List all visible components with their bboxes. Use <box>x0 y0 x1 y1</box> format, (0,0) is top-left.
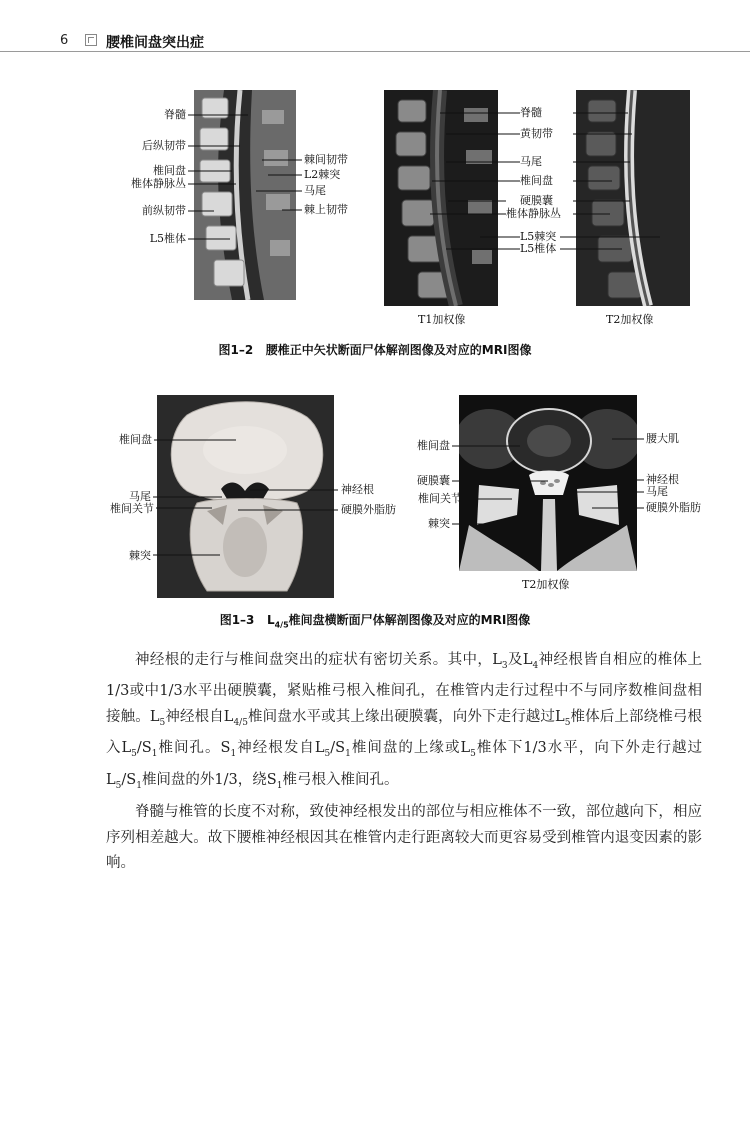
figure-1-2-number: 图1–2 <box>218 343 254 357</box>
chapter-marker-icon <box>85 34 97 46</box>
t1-panel-label: T1加权像 <box>418 313 466 326</box>
p1-seg: 椎间孔。S <box>157 740 231 757</box>
sagittal-cadaver-image <box>194 90 296 300</box>
label-psoas-muscle: 腰大肌 <box>646 432 679 445</box>
label-mri-axial-dural-sac: 硬膜囊 <box>417 474 450 487</box>
label-vertebral-venous-plexus: 椎体静脉丛 <box>131 177 186 190</box>
p1-seg: /S <box>136 740 152 757</box>
header-rule <box>0 51 750 52</box>
p1-seg: 神经根皆自相应的椎体上1/3或中1/3水平出硬膜囊，紧贴椎弓根入椎间孔，在椎管内走行过程中不与同序数椎间盘相接触。L <box>106 652 702 725</box>
p1-sub: 1 <box>151 749 158 760</box>
label-mri-axial-cauda-equina: 马尾 <box>646 485 668 498</box>
p1-seg: 椎弓根入椎间孔。 <box>282 771 399 788</box>
figure-1-2-caption <box>0 341 750 358</box>
label-mri-cauda-equina: 马尾 <box>520 155 542 168</box>
p1-sub: 1 <box>136 780 142 791</box>
label-axial-disc: 椎间盘 <box>119 433 152 446</box>
label-interspinous-ligament: 棘间韧带 <box>304 153 348 166</box>
sagittal-t1-image <box>384 90 498 306</box>
label-anterior-longitudinal-ligament: 前纵韧带 <box>142 204 186 217</box>
p1-seg: 神经根自L <box>165 708 234 725</box>
label-axial-cauda-equina: 马尾 <box>129 490 151 503</box>
label-mri-axial-facet-joint: 椎间关节 <box>418 492 462 505</box>
label-mri-axial-nerve-root: 神经根 <box>646 473 679 486</box>
axial-t2-image <box>459 395 637 571</box>
p1-sub: 5 <box>115 780 122 791</box>
p1-seg: 椎体下1/3水平，向下外走行越过L <box>106 740 702 788</box>
p1-seg: /S <box>121 771 137 788</box>
figure-1-2-title: 腰椎正中矢状断面尸体解剖图像及对应的MRI图像 <box>265 343 532 357</box>
p1-seg: 椎体后上部绕椎弓根入L <box>106 708 702 757</box>
page-number: 6 <box>60 33 69 48</box>
label-axial-epidural-fat: 硬膜外脂肪 <box>341 503 396 516</box>
label-spinal-cord: 脊髓 <box>164 108 186 121</box>
figure-1-3-title-prefix: L <box>266 613 275 627</box>
p1-sub: 5 <box>470 749 476 760</box>
p1-seg: 椎间盘水平或其上缘出硬膜囊，向外下走行越过L <box>247 708 565 725</box>
p1-sub: 5 <box>131 749 137 760</box>
label-axial-facet-joint: 椎间关节 <box>110 502 154 515</box>
p1-seg: 神经根的走行与椎间盘突出的症状有密切关系。其中，L <box>135 652 502 668</box>
p1-sub: 3 <box>501 660 508 671</box>
p1-sub: 4 <box>532 660 539 671</box>
p1-sub: 5 <box>324 749 331 760</box>
label-mri-l5-spinous: L5棘突 <box>520 230 557 243</box>
label-mri-venous-plexus: 椎体静脉丛 <box>506 207 561 220</box>
label-disc: 椎间盘 <box>153 164 186 177</box>
label-mri-spinal-cord: 脊髓 <box>520 106 542 119</box>
p1-seg: /S <box>330 740 346 757</box>
figure-1-3-number: 图1–3 <box>219 613 255 627</box>
paragraph-2: 脊髓与椎管的长度不对称，致使神经根发出的部位与相应椎体不一致，部位越向下，相应序列相差越大。故下腰椎神经根因其在椎管内走行距离较大而更容易受到椎管内退变因素的影响。 <box>106 804 702 872</box>
label-mri-axial-epidural-fat: 硬膜外脂肪 <box>646 501 701 514</box>
p1-sub: 1 <box>345 749 351 760</box>
label-mri-disc: 椎间盘 <box>520 174 553 187</box>
label-cauda-equina: 马尾 <box>304 184 326 197</box>
p1-sub: 5 <box>159 717 166 728</box>
label-axial-spinous-process: 棘突 <box>129 549 151 562</box>
label-posterior-longitudinal-ligament: 后纵韧带 <box>142 139 186 152</box>
p1-sub: 1 <box>230 749 237 760</box>
p1-seg: 椎间盘的上缘或L <box>350 740 471 757</box>
axial-cadaver-image <box>157 395 334 598</box>
label-l2-spinous-process: L2棘突 <box>304 168 341 181</box>
label-mri-l5-vertebra: L5椎体 <box>520 242 557 255</box>
p1-seg: 椎间盘的外1/3，绕S <box>141 771 277 788</box>
running-title: 腰椎间盘突出症 <box>106 35 204 51</box>
paragraph-1 <box>106 648 702 799</box>
axial-t2-panel-label: T2加权像 <box>522 578 570 591</box>
p1-seg: 神经根发自L <box>236 740 325 757</box>
p1-seg: 及L <box>507 652 533 668</box>
p1-sub: 5 <box>564 717 571 728</box>
label-l5-vertebra: L5椎体 <box>149 232 186 245</box>
running-header <box>0 30 750 54</box>
label-mri-ligamentum-flavum: 黄韧带 <box>520 127 553 140</box>
figure-1-3-title-sub: 4/5 <box>274 620 289 630</box>
label-mri-axial-disc: 椎间盘 <box>417 439 450 452</box>
label-supraspinous-ligament: 棘上韧带 <box>304 203 348 216</box>
label-axial-nerve-root: 神经根 <box>341 483 374 496</box>
figure-1-3-caption <box>0 611 750 629</box>
label-mri-axial-spinous: 棘突 <box>428 517 450 530</box>
body-text <box>106 648 702 878</box>
label-mri-dural-sac: 硬膜囊 <box>520 194 553 207</box>
t2-panel-label: T2加权像 <box>606 313 654 326</box>
p1-sub: 4/5 <box>233 717 248 728</box>
sagittal-t2-image <box>576 90 690 306</box>
p1-sub: 1 <box>276 780 283 791</box>
figure-1-3-title: 椎间盘横断面尸体解剖图像及对应的MRI图像 <box>288 613 531 627</box>
